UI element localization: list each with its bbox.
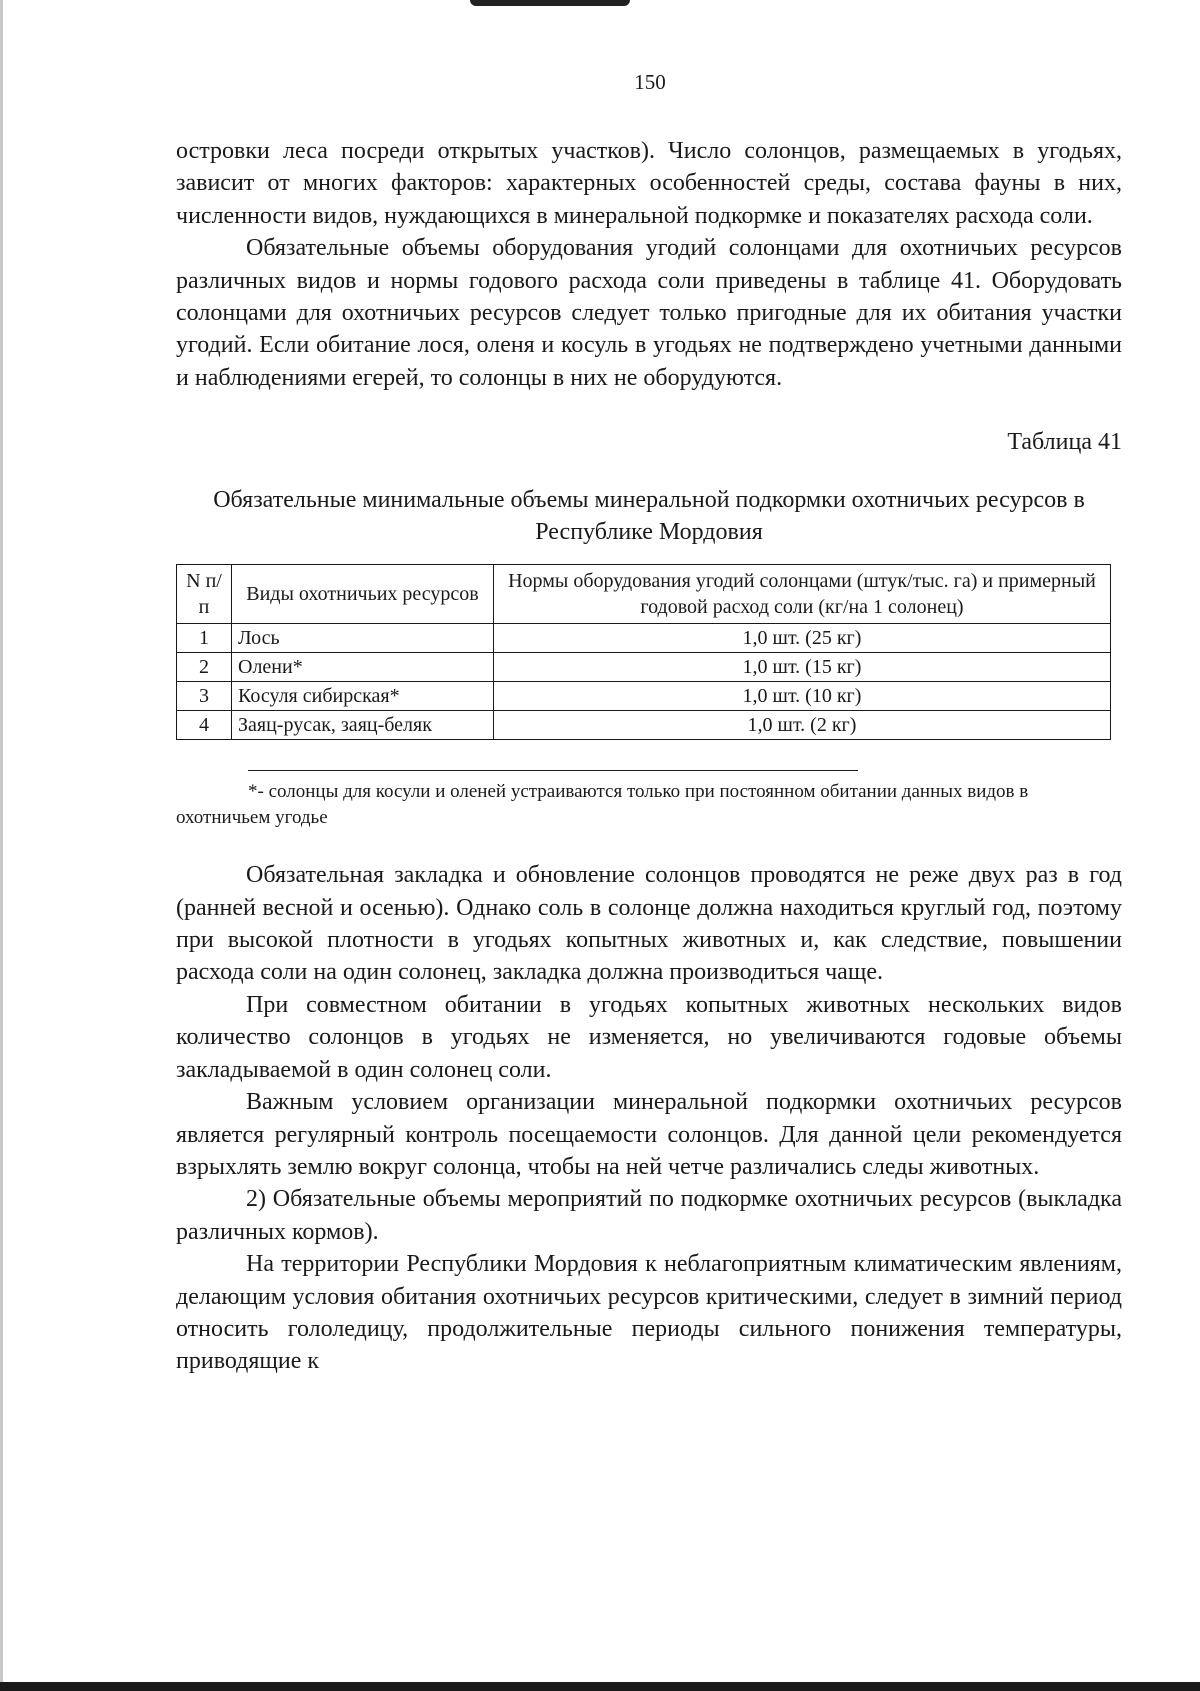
row-num: 2 — [177, 653, 232, 682]
norms-table — [176, 564, 1111, 740]
table-row — [177, 624, 1111, 653]
page-content — [176, 135, 1122, 1378]
header-num: N п/п — [177, 565, 232, 624]
header-species: Виды охотничьих ресурсов — [232, 565, 494, 624]
row-num: 4 — [177, 711, 232, 740]
row-species: Заяц-русак, заяц-беляк — [232, 711, 494, 740]
table-row — [177, 711, 1111, 740]
table-label: Таблица 41 — [1007, 429, 1122, 456]
row-species: Олени* — [232, 653, 494, 682]
paragraph: Важным условием организации минеральной подкормки охотничьих ресурсов является регулярный контроль посещаемости солонцов. Для данной цели рекомендуется взрыхлять землю вокруг солонца, чтобы на ней четче различались следы животных. — [176, 1089, 1122, 1180]
row-value: 1,0 шт. (10 кг) — [494, 682, 1111, 711]
footnote-divider — [248, 770, 858, 771]
header-norms: Нормы оборудования угодий солонцами (штук/тыс. га) и примерный годовой расход соли (кг/на 1 солонец) — [494, 565, 1111, 624]
paragraph: На территории Республики Мордовия к неблагоприятным климатическим явлениям, делающим условия обитания охотничьих ресурсов критическими, следует в зимний период относить гололедицу, продолжительные периоды сильного понижения температуры, приводящие к — [176, 1251, 1122, 1375]
row-value: 1,0 шт. (2 кг) — [494, 711, 1111, 740]
scan-artifact-top — [470, 0, 630, 6]
row-value: 1,0 шт. (15 кг) — [494, 653, 1111, 682]
table-title: Обязательные минимальные объемы минеральной подкормки охотничьих ресурсов в Республике Мордовия — [213, 487, 1085, 546]
paragraph: Обязательная закладка и обновление солонцов проводятся не реже двух раз в год (ранней весной и осенью). Однако соль в солонце должна находиться круглый год, поэтому при высокой плотности в угодьях копытных животных и, как следствие, повышении расхода соли на один солонец, закладка должна производиться чаще. — [176, 862, 1122, 986]
paragraph-continued: островки леса посреди открытых участков). Число солонцов, размещаемых в угодьях, зависит от многих факторов: характерных особенностей среды, состава фауны в них, численности видов, нуждающихся в минеральной подкормке и показателях расхода соли. — [176, 138, 1122, 229]
scan-edge-bottom — [0, 1682, 1200, 1691]
row-value: 1,0 шт. (25 кг) — [494, 624, 1111, 653]
row-num: 1 — [177, 624, 232, 653]
scan-edge-left — [0, 0, 3, 1691]
table-header-row — [177, 565, 1111, 624]
table-row — [177, 682, 1111, 711]
page-number: 150 — [634, 70, 666, 94]
row-num: 3 — [177, 682, 232, 711]
table-row — [177, 653, 1111, 682]
footnote: *- солонцы для косули и оленей устраиваются только при постоянном обитании данных видов в охотничьем угодье — [176, 781, 1029, 829]
paragraph: 2) Обязательные объемы мероприятий по подкормке охотничьих ресурсов (выкладка различных кормов). — [176, 1186, 1122, 1245]
paragraph: Обязательные объемы оборудования угодий солонцами для охотничьих ресурсов различных видов и нормы годового расхода соли приведены в таблице 41. Оборудовать солонцами для охотничьих ресурсов следует только пригодные для их обитания участки угодий. Если обитание лося, оленя и косуль в угодьях не подтверждено учетными данными и наблюдениями егерей, то солонцы в них не оборудуются. — [176, 235, 1122, 391]
row-species: Лось — [232, 624, 494, 653]
row-species: Косуля сибирская* — [232, 682, 494, 711]
paragraph: При совместном обитании в угодьях копытных животных нескольких видов количество солонцов в угодьях не изменяется, но увеличиваются годовые объемы закладываемой в один солонец соли. — [176, 991, 1122, 1083]
